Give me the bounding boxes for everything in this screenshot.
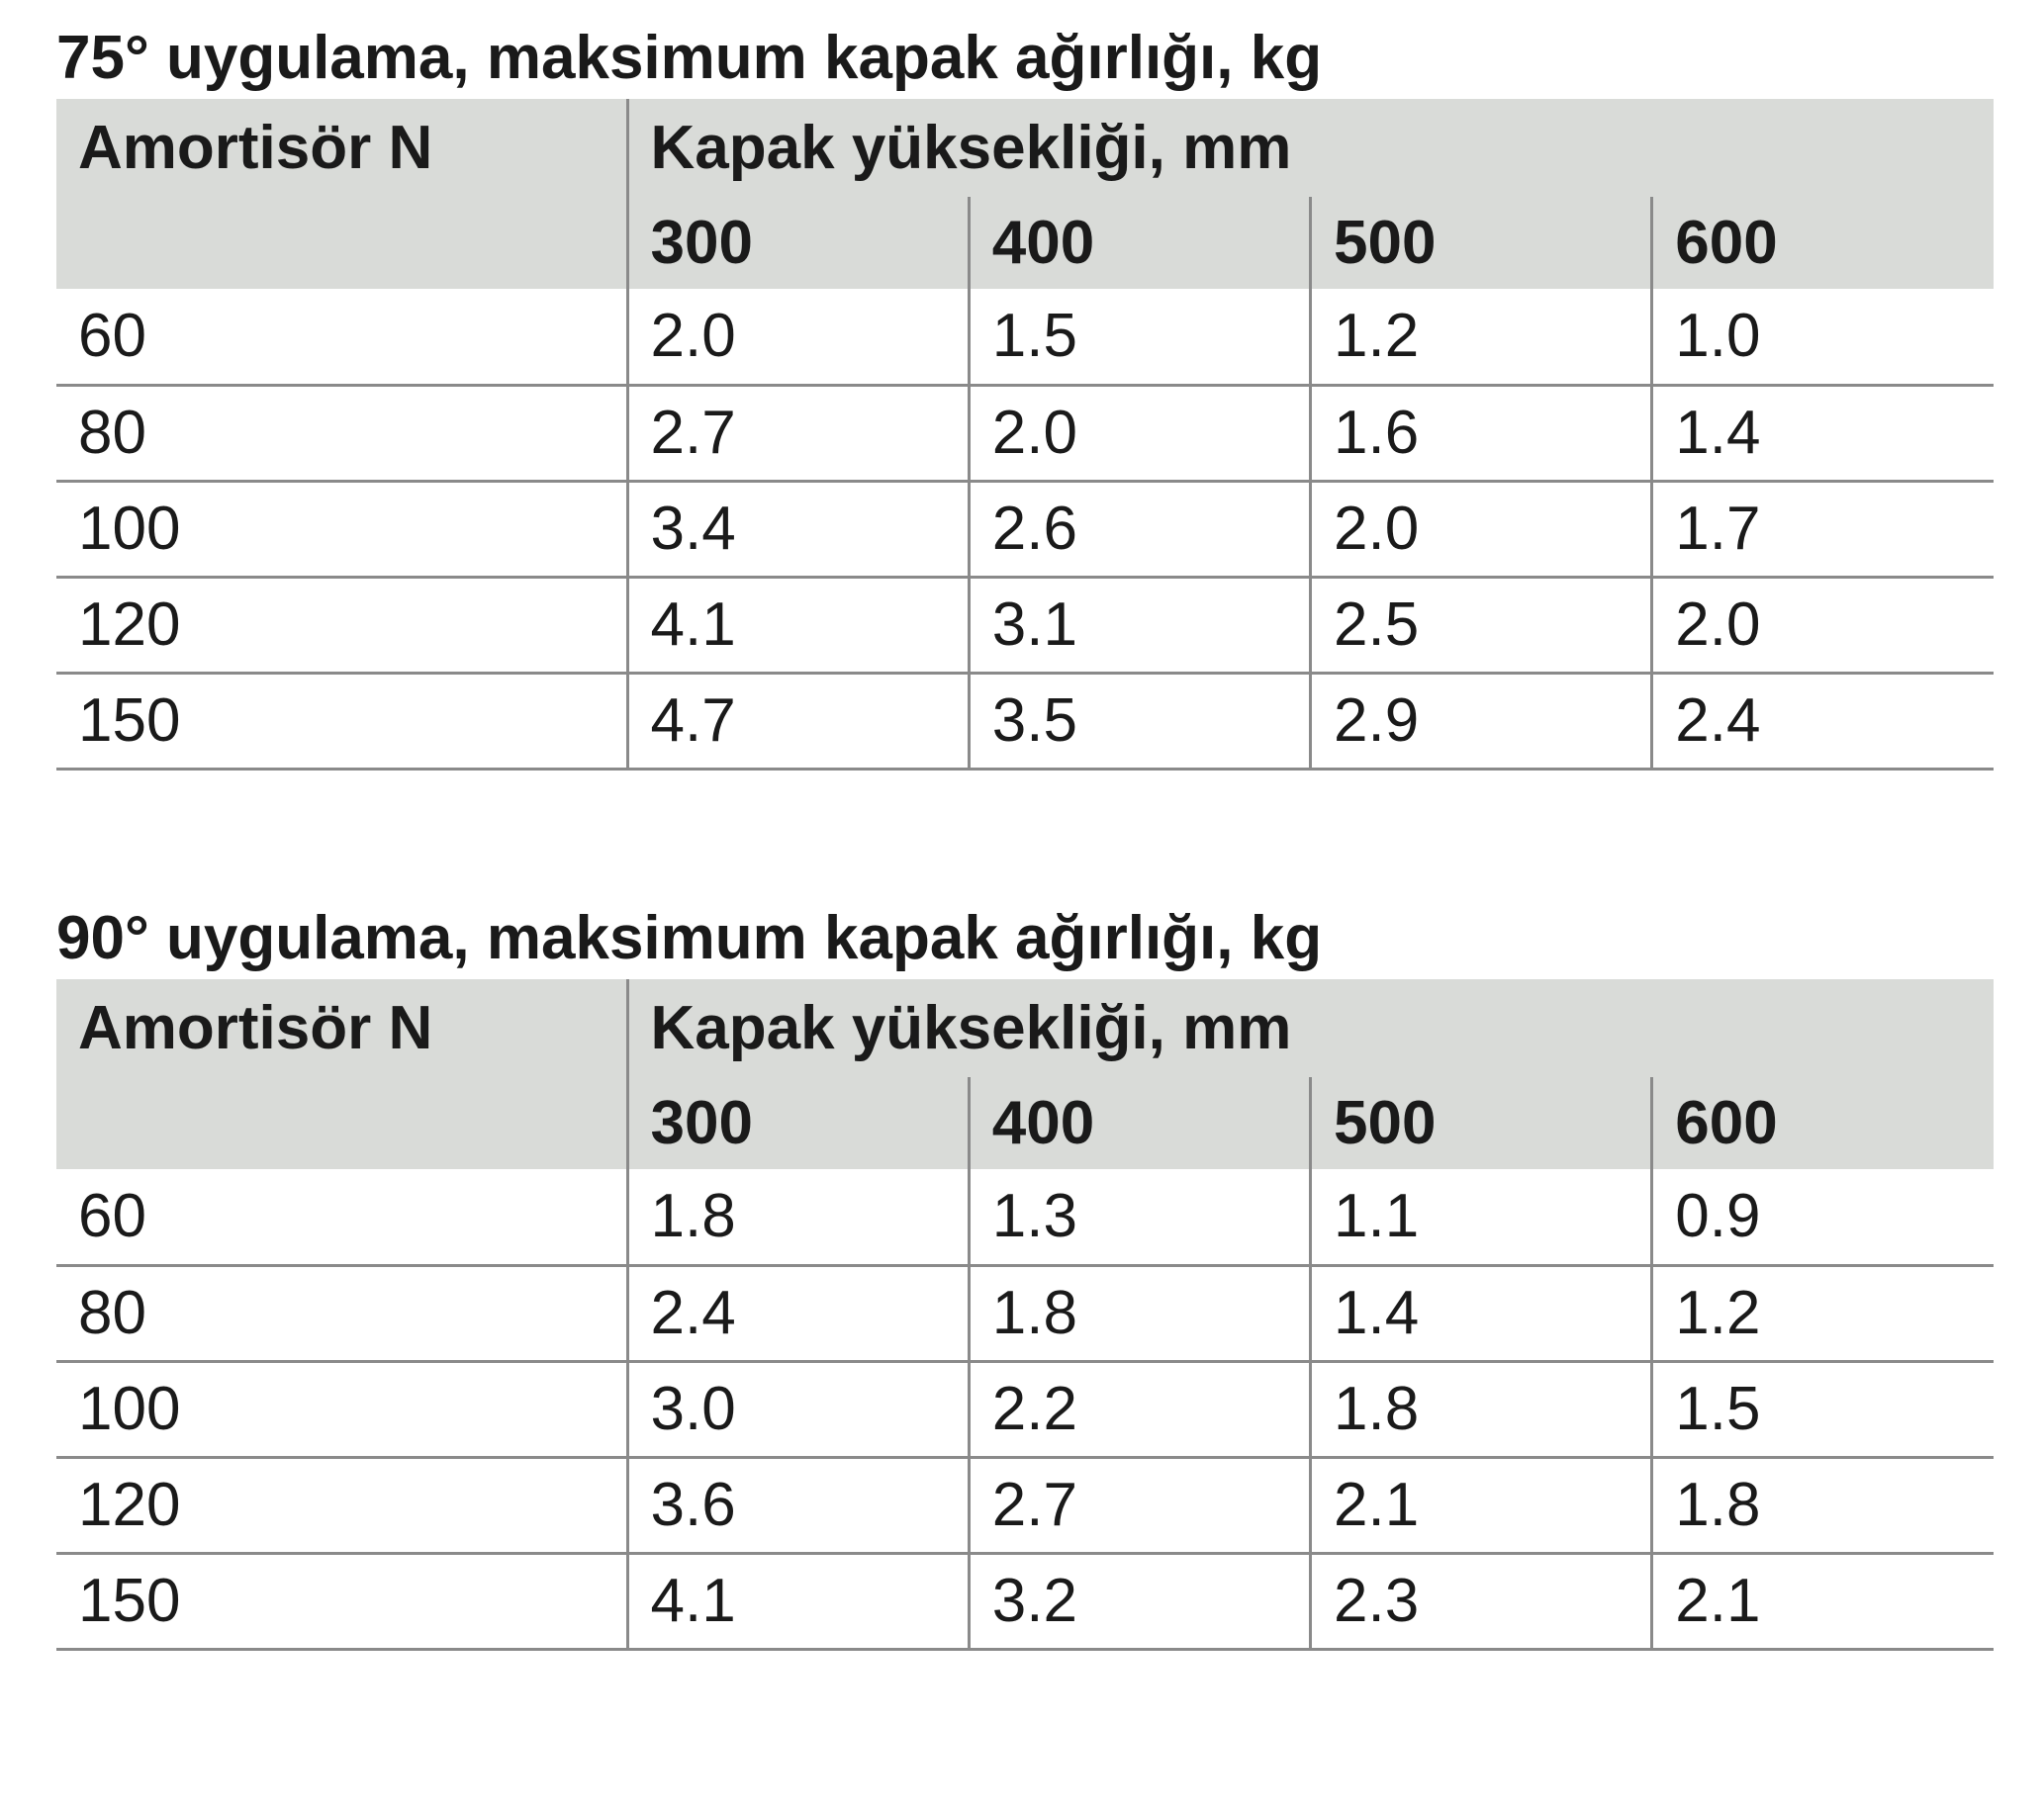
- damper-force-cell: 60: [56, 289, 627, 385]
- column-header: 600: [1652, 1077, 1994, 1169]
- column-header: 600: [1652, 197, 1994, 289]
- weight-cell: 1.7: [1652, 481, 1994, 577]
- section-title: 90° uygulama, maksimum kapak ağırlığı, kg: [56, 904, 1323, 972]
- table-row: [56, 385, 1994, 481]
- weight-cell: 2.0: [969, 385, 1310, 481]
- weight-cell: 1.8: [627, 1169, 969, 1265]
- group-header: Kapak yüksekliği, mm: [627, 99, 1994, 197]
- table-row: [56, 577, 1994, 673]
- weight-cell: 1.8: [1652, 1457, 1994, 1553]
- column-header: 400: [969, 197, 1310, 289]
- damper-force-cell: 80: [56, 1265, 627, 1361]
- damper-force-cell: 100: [56, 481, 627, 577]
- weight-cell: 2.7: [627, 385, 969, 481]
- weight-cell: 2.7: [969, 1457, 1310, 1553]
- weight-cell: 2.6: [969, 481, 1310, 577]
- weight-cell: 2.4: [627, 1265, 969, 1361]
- weight-cell: 0.9: [1652, 1169, 1994, 1265]
- weight-cell: 2.5: [1311, 577, 1652, 673]
- weight-cell: 1.0: [1652, 289, 1994, 385]
- weight-cell: 2.1: [1652, 1553, 1994, 1649]
- group-header: Kapak yüksekliği, mm: [627, 979, 1994, 1077]
- weight-cell: 3.6: [627, 1457, 969, 1553]
- weight-cell: 1.2: [1652, 1265, 1994, 1361]
- table-row: [56, 481, 1994, 577]
- weight-cell: 2.3: [1311, 1553, 1652, 1649]
- weight-cell: 4.1: [627, 1553, 969, 1649]
- damper-force-cell: 80: [56, 385, 627, 481]
- row-header: Amortisör N: [56, 979, 627, 1169]
- table-row: [56, 1361, 1994, 1457]
- weight-cell: 4.7: [627, 673, 969, 769]
- column-header: 400: [969, 1077, 1310, 1169]
- weight-cell: 2.9: [1311, 673, 1652, 769]
- weight-cell: 1.3: [969, 1169, 1310, 1265]
- table-row: [56, 1265, 1994, 1361]
- table-row: [56, 1553, 1994, 1649]
- weight-cell: 4.1: [627, 577, 969, 673]
- weight-cell: 3.1: [969, 577, 1310, 673]
- column-header: 300: [627, 1077, 969, 1169]
- weight-cell: 2.2: [969, 1361, 1310, 1457]
- column-header: 500: [1311, 197, 1652, 289]
- weight-cell: 3.4: [627, 481, 969, 577]
- weight-table: [56, 99, 1994, 771]
- section-title: 75° uygulama, maksimum kapak ağırlığı, kg: [56, 24, 1323, 92]
- damper-force-cell: 150: [56, 673, 627, 769]
- weight-cell: 3.5: [969, 673, 1310, 769]
- table-row: [56, 1457, 1994, 1553]
- weight-cell: 1.8: [1311, 1361, 1652, 1457]
- column-header: 300: [627, 197, 969, 289]
- weight-cell: 2.0: [1311, 481, 1652, 577]
- table-row: [56, 673, 1994, 769]
- weight-cell: 1.5: [969, 289, 1310, 385]
- weight-cell: 2.1: [1311, 1457, 1652, 1553]
- column-header: 500: [1311, 1077, 1652, 1169]
- table-row: [56, 1169, 1994, 1265]
- weight-cell: 1.5: [1652, 1361, 1994, 1457]
- weight-cell: 1.2: [1311, 289, 1652, 385]
- weight-cell: 1.4: [1652, 385, 1994, 481]
- damper-force-cell: 100: [56, 1361, 627, 1457]
- row-header: Amortisör N: [56, 99, 627, 289]
- weight-cell: 1.8: [969, 1265, 1310, 1361]
- damper-force-cell: 120: [56, 1457, 627, 1553]
- weight-cell: 2.0: [627, 289, 969, 385]
- damper-force-cell: 60: [56, 1169, 627, 1265]
- damper-force-cell: 150: [56, 1553, 627, 1649]
- weight-cell: 1.6: [1311, 385, 1652, 481]
- weight-cell: 3.0: [627, 1361, 969, 1457]
- weight-cell: 3.2: [969, 1553, 1310, 1649]
- damper-force-cell: 120: [56, 577, 627, 673]
- weight-cell: 2.0: [1652, 577, 1994, 673]
- weight-cell: 1.4: [1311, 1265, 1652, 1361]
- weight-cell: 1.1: [1311, 1169, 1652, 1265]
- table-row: [56, 289, 1994, 385]
- weight-cell: 2.4: [1652, 673, 1994, 769]
- weight-table: [56, 979, 1994, 1651]
